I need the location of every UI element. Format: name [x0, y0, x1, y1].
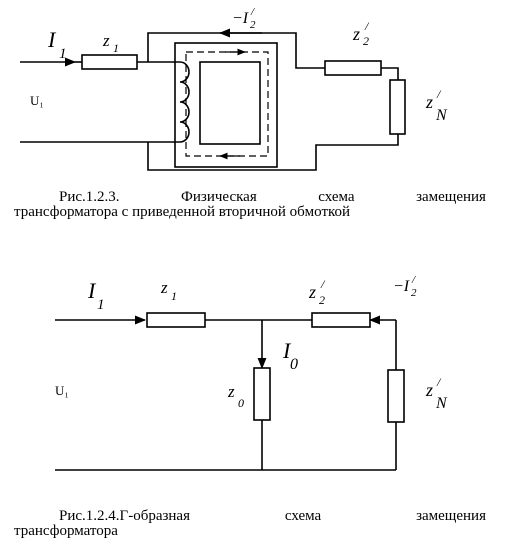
caption-word: замещения: [416, 508, 486, 524]
figure2-caption: [14, 509, 486, 539]
caption-word: схема: [284, 508, 322, 524]
label-z0-sub: 0: [238, 396, 244, 410]
label-zN-prime: /: [437, 375, 441, 389]
label-zN-prime: /: [437, 87, 441, 101]
z2-resistor: [325, 61, 381, 75]
label-z1-sub: 1: [113, 41, 119, 55]
label-z2-prime: /: [365, 19, 369, 33]
label-minus-I2: −I: [232, 10, 249, 27]
label-I1: I: [48, 27, 56, 52]
label-I0-sub: 0: [290, 356, 298, 373]
figure1-caption-line2: трансформатора с приведенной вторичной обмоткой: [14, 204, 351, 220]
figure1-caption: [14, 190, 486, 220]
label-minus-I2-sub: 2: [411, 287, 417, 299]
caption-word: замещения: [416, 189, 486, 205]
label-z2-sub: 2: [363, 34, 369, 48]
figure2-caption-line2: трансформатора: [14, 523, 118, 539]
label-I1: I: [88, 278, 96, 303]
label-z1-sub: 1: [171, 289, 177, 303]
z0-resistor: [254, 368, 270, 420]
flux-path: [186, 52, 268, 156]
label-minus-I2-prime: /: [412, 274, 416, 286]
figure1-caption-line1: [14, 190, 486, 205]
label-zN: z: [426, 92, 434, 112]
label-zN-sub: N: [436, 107, 447, 124]
figure2-caption-line1: [14, 509, 486, 524]
label-z2-sub: 2: [319, 293, 325, 307]
label-zN: z: [426, 380, 434, 400]
caption-word: Физическая: [181, 189, 257, 205]
label-z2: z: [309, 282, 317, 302]
label-zN-sub: N: [436, 395, 447, 412]
z1-resistor: [82, 55, 137, 69]
label-minus-I2: −I: [393, 278, 410, 295]
primary-coil: [180, 62, 189, 142]
figure2-labels: [55, 274, 448, 412]
label-I1-sub: 1: [59, 46, 67, 62]
label-z1: z: [103, 31, 110, 50]
label-z1: z: [161, 278, 168, 297]
label-U1: U₁: [55, 383, 69, 398]
zN-resistor: [390, 80, 405, 134]
label-minus-I2-sub: 2: [250, 19, 256, 31]
wire-z2-to-zN: [381, 68, 398, 80]
label-I1-sub: 1: [97, 297, 105, 313]
caption-word: Рис.1.2.3.: [59, 189, 120, 205]
z1-resistor: [147, 313, 205, 327]
label-U1: U₁: [30, 93, 44, 108]
zN-resistor: [388, 370, 404, 422]
label-z2: z: [353, 24, 361, 44]
label-minus-I2-prime: /: [251, 6, 255, 18]
label-I0: I: [283, 338, 291, 363]
figure1-physical-scheme: [20, 33, 405, 170]
z2-resistor: [312, 313, 370, 327]
label-z0: z: [228, 382, 235, 401]
caption-word: схема: [318, 189, 355, 205]
core-inner: [200, 62, 260, 144]
caption-word: Рис.1.2.4.Г-образная: [59, 508, 190, 524]
label-z2-prime: /: [321, 277, 325, 291]
figure1-labels: [30, 6, 448, 124]
